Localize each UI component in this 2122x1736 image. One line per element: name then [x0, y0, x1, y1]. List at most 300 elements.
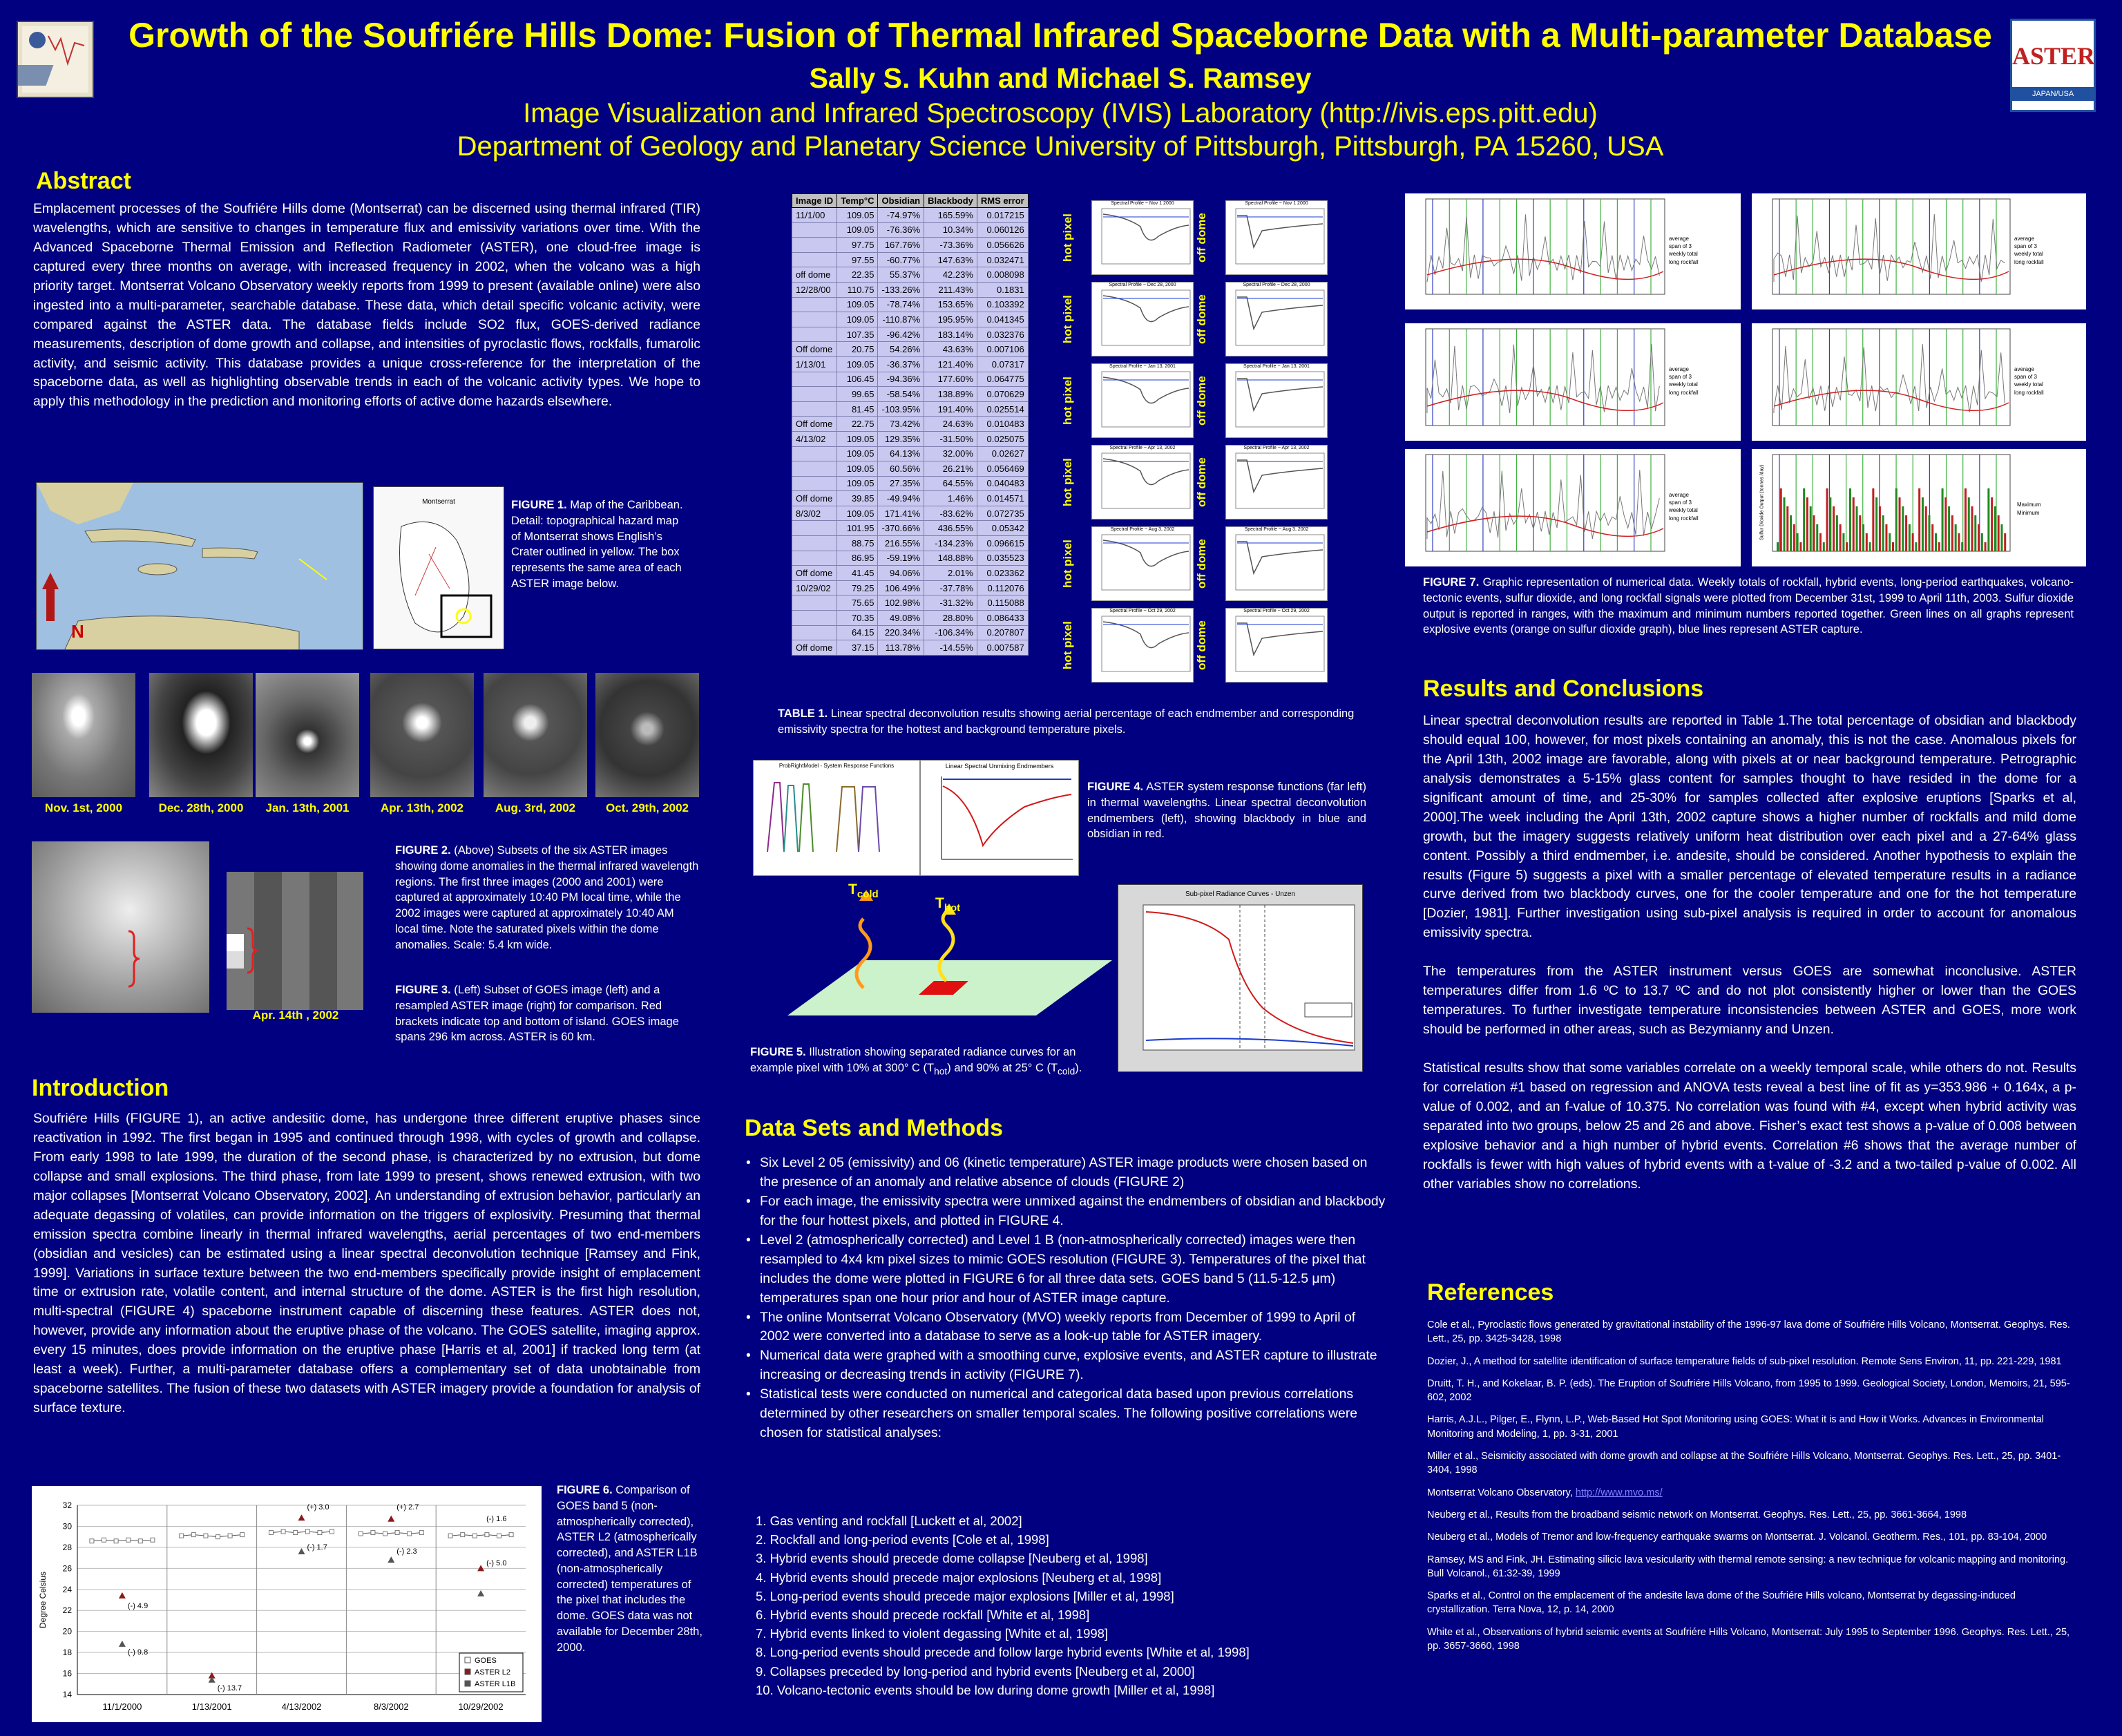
- fig7-legend: average span of 3 weekly total long rockfall: [1669, 492, 1699, 522]
- table1-cell: 109.05: [837, 312, 878, 327]
- chart-annotation: (-) 4.9: [127, 1602, 149, 1611]
- table1-cell: 43.63%: [924, 342, 977, 357]
- table1-row: [792, 506, 1029, 521]
- aster-l1b-point: [119, 1641, 126, 1647]
- table1-grid: [792, 193, 1029, 656]
- table1-cell: [792, 536, 837, 551]
- methods-bullet: • The online Montserrat Volcano Observatory (MVO) weekly reports from December of 1999 to April of 2002 were converted into a database to serve as a look-up table for ASTER imagery.: [746, 1308, 1386, 1347]
- table1-cell: Off dome: [792, 640, 837, 656]
- table1-cell: 106.49%: [878, 580, 924, 595]
- table1-cell: 0.096615: [977, 536, 1028, 551]
- goes-point: [371, 1531, 375, 1535]
- table1-cell: 0.1831: [977, 282, 1028, 297]
- correlation-item: 1. Gas venting and rockfall [Luckett et al, 2002]: [756, 1514, 1022, 1528]
- table1-cell: 109.05: [837, 222, 878, 238]
- reference-list: [1427, 1318, 2076, 1661]
- chart-annotation: (+) 2.7: [396, 1503, 419, 1512]
- ivis-logo: [17, 21, 94, 98]
- y-tick-label: 14: [62, 1690, 72, 1699]
- aster-image-date-2: Dec. 28th, 2000: [158, 801, 244, 814]
- fig7-caption: FIGURE 7. Graphic representation of numerical data. Weekly totals of rockfall, hybrid events, long-period earthquakes, volcano-tectonic events, sulfur dioxide, and long rockfall signals were plotted from December 31st, 1999 to April 11th, 2003. Sulfur dioxide output is reported in ranges, with the maximum and minimum numbers reported together. Green lines on all graphs represent explosive events (orange on sulfur dioxide graph), blue lines represent ASTER capture.: [1423, 576, 2074, 636]
- off-dome-spectrum: Spectral Profile ~ Nov 1 2000: [1225, 200, 1328, 275]
- table1-cell: 88.75: [837, 536, 878, 551]
- goes-point: [497, 1534, 501, 1538]
- goes-point: [90, 1539, 94, 1543]
- table1-cell: [792, 297, 837, 312]
- hot-pixel-spectrum: Spectral Profile ~ Nov 1 2000: [1091, 200, 1194, 275]
- table1-cell: Off dome: [792, 342, 837, 357]
- table1-row: [792, 640, 1029, 656]
- goes-series-line: [271, 1532, 332, 1533]
- goes-point: [485, 1533, 489, 1537]
- so2-ylabel: Sulfur Dioxide Output (tonnes /day): [1759, 464, 1765, 541]
- table1-row: [792, 461, 1029, 477]
- goes-point: [126, 1538, 131, 1542]
- table1-row: [792, 312, 1029, 327]
- table1-row: [792, 252, 1029, 267]
- fig3-caption: FIGURE 3. (Left) Subset of GOES image (left) and a resampled ASTER image (right) for comparison. Red brackets indicate top and bottom of island. GOES image spans 296 km across. ASTER is 60 km.: [395, 984, 679, 1044]
- table1-cell: -103.95%: [878, 401, 924, 417]
- hot-pixel-spectrum: Spectral Profile ~ Aug 3, 2002: [1091, 526, 1194, 601]
- table1-cell: 22.75: [837, 417, 878, 432]
- table1-cell: -31.50%: [924, 431, 977, 446]
- table1-cell: [792, 387, 837, 402]
- fig6-caption: FIGURE 6. Comparison of GOES band 5 (non-atmospherically corrected), ASTER L2 (atmospherically corrected), and ASTER L1B (non-atmospherically corrected) temperatures of the pixel that includes the dome. GOES data was not available for December 28th, 2000.: [557, 1484, 702, 1654]
- goes-point: [448, 1534, 452, 1538]
- goes-point: [461, 1533, 465, 1537]
- aster-image-date-6: Oct. 29th, 2002: [605, 801, 689, 814]
- table1-cell: 0.007106: [977, 342, 1028, 357]
- reference-item: Druitt, T. H., and Kokelaar, B. P. (eds). The Eruption of Soufriére Hills Volcano, from 1995 to 1999. Geological Society, London, Memoirs, 21, 595-602, 2002: [1427, 1377, 2070, 1404]
- aster-logo: ASTER JAPAN/USA: [2010, 19, 2096, 112]
- hot-pixel-spectrum: Spectral Profile ~ Dec 28, 2000: [1091, 282, 1194, 356]
- goes-point: [509, 1533, 513, 1537]
- hot-pixel-label: hot pixel: [1061, 540, 1074, 588]
- goes-point: [151, 1538, 155, 1542]
- table1-cell: 0.064775: [977, 372, 1028, 387]
- y-tick-label: 20: [62, 1626, 72, 1637]
- table1-cell: 148.88%: [924, 551, 977, 566]
- table1-cell: 64.55%: [924, 476, 977, 491]
- off-dome-spectrum: Spectral Profile ~ Aug 3, 2002: [1225, 526, 1328, 601]
- goes-point: [216, 1535, 220, 1539]
- abstract-text: Emplacement processes of the Soufriére Hills dome (Montserrat) can be discerned using thermal infrared (TIR) wavelengths, which are sensitive to changes in temperature flux and emissivity variations over time. With the Advanced Spaceborne Thermal Emission and Reflection Radiometer (ASTER), one cloud-free image is captured every three months on average, with increased frequency in 2002, when the volcano was a high priority target. Montserrat Volcano Observatory weekly reports from 1999 to present (available online) were also ingested into a multi-parameter, searchable database. These data, which detail specific volcanic activity, were compared against the ASTER data. The database fields include SO2 flux, GOES-derived radiance measurements, description of dome growth and collapse, and intensities of pyroclastic flows, rockfalls, fumarolic activity, and seismic activity. This database provides a unique cross-reference for the interpretation of the spaceborne data, as well as highlighting observable trends in each of the volcanic activity types. We hope to apply this methodology in the prediction and monitoring efforts of active dome hazards elsewhere.: [33, 201, 700, 410]
- table1-row: [792, 208, 1029, 223]
- table1-cell: 79.25: [837, 580, 878, 595]
- table1-cell: 109.05: [837, 506, 878, 521]
- table1-cell: 0.017215: [977, 208, 1028, 223]
- aster-l1b-point: [477, 1590, 484, 1596]
- goes-series-line: [182, 1535, 242, 1537]
- fig7-graph-1: [1405, 193, 1741, 309]
- table1-cell: 216.55%: [878, 536, 924, 551]
- table1-cell: 153.65%: [924, 297, 977, 312]
- x-tick-label: 8/3/2002: [373, 1701, 409, 1712]
- table1-row: [792, 476, 1029, 491]
- table1-cell: 147.63%: [924, 252, 977, 267]
- table1-cell: [792, 461, 837, 477]
- goes-point: [359, 1532, 363, 1536]
- reference-item: Cole et al., Pyroclastic flows generated by gravitational instability of the 1996-97 lava dome of Soufriére Hills Volcano, Montserrat. Geophys. Res. Lett., 25, pp. 3425-3428, 1998: [1427, 1319, 2070, 1345]
- table1-cell: 109.05: [837, 476, 878, 491]
- hot-pixel-label: hot pixel: [1061, 295, 1074, 343]
- table1-cell: 195.95%: [924, 312, 977, 327]
- table1-cell: 75.65: [837, 595, 878, 611]
- goes-point: [383, 1532, 388, 1536]
- table1-cell: 0.086433: [977, 611, 1028, 626]
- table1-cell: 109.05: [837, 446, 878, 461]
- mvo-link[interactable]: http://www.mvo.ms/: [1575, 1487, 1663, 1498]
- table1-cell: -94.36%: [878, 372, 924, 387]
- methods-bullets: [746, 1154, 1386, 1443]
- results-heading: Results and Conclusions: [1423, 676, 1704, 702]
- goes-point: [228, 1534, 232, 1538]
- table1-cell: 0.056469: [977, 461, 1028, 477]
- goes-point: [281, 1529, 285, 1534]
- goes-point: [102, 1538, 106, 1542]
- table1-cell: 81.45: [837, 401, 878, 417]
- hot-pixel-label: hot pixel: [1061, 621, 1074, 669]
- off-dome-spectrum: Spectral Profile ~ Apr 13, 2002: [1225, 445, 1328, 519]
- aster-image-date-5: Aug. 3rd, 2002: [495, 801, 576, 814]
- methods-bullet: • Statistical tests were conducted on numerical and categorical data based upon previous correlations determined by other researchers on smaller temporal scales. The following positive correlations were chosen for statistical analyses:: [746, 1385, 1386, 1443]
- introduction-heading: Introduction: [32, 1075, 169, 1101]
- table1-cell: 39.85: [837, 491, 878, 506]
- table1-cell: 20.75: [837, 342, 878, 357]
- chart-annotation: (-) 9.8: [127, 1648, 149, 1657]
- goes-point: [180, 1534, 184, 1538]
- table1-cell: 138.89%: [924, 387, 977, 402]
- reference-item: Neuberg et al., Models of Tremor and low-frequency earthquake swarms on Montserrat. J. Volcanol. Geotherm. Res., 101, pp. 83-104, 2000: [1427, 1532, 2047, 1543]
- chart-annotation: (-) 1.7: [307, 1543, 327, 1552]
- chart-annotation: (-) 2.3: [396, 1547, 417, 1556]
- table1-cell: 54.26%: [878, 342, 924, 357]
- table1-cell: 1.46%: [924, 491, 977, 506]
- table1-cell: 99.65: [837, 387, 878, 402]
- table1-cell: -14.55%: [924, 640, 977, 656]
- aster-image-1: [32, 673, 135, 797]
- table1-cell: 0.032471: [977, 252, 1028, 267]
- table1-cell: 94.06%: [878, 566, 924, 581]
- x-tick-label: 4/13/2002: [281, 1701, 322, 1712]
- correlation-item: 6. Hybrid events should precede rockfall [White et al, 1998]: [756, 1607, 1090, 1622]
- goes-point: [204, 1534, 208, 1538]
- fig7-graph-3: [1405, 323, 1741, 441]
- table1-cell: -58.54%: [878, 387, 924, 402]
- fig6-svg: [32, 1486, 542, 1722]
- table1-cell: -110.87%: [878, 312, 924, 327]
- hot-pixel-spectrum: Spectral Profile ~ Jan 13, 2001: [1091, 363, 1194, 438]
- table1-row: [792, 222, 1029, 238]
- table1-cell: 64.15: [837, 625, 878, 640]
- table1-cell: 0.014571: [977, 491, 1028, 506]
- table1-cell: [792, 252, 837, 267]
- table1-cell: [792, 238, 837, 253]
- table1-cell: 0.023362: [977, 566, 1028, 581]
- caribbean-map: N: [36, 482, 363, 650]
- hot-pixel-label: hot pixel: [1061, 376, 1074, 425]
- table1-cell: 109.05: [837, 208, 878, 223]
- table1-row: [792, 327, 1029, 342]
- table1-header: Blackbody: [924, 194, 977, 208]
- table1-cell: 102.98%: [878, 595, 924, 611]
- table1-cell: 11/1/00: [792, 208, 837, 223]
- aster-image-3: [256, 673, 359, 797]
- response-functions-chart: ProbRightModel - System Response Functions: [753, 760, 920, 876]
- fig7-graph-4: [1752, 323, 2086, 441]
- table1-row: [792, 431, 1029, 446]
- table1-row: [792, 491, 1029, 506]
- goes-point: [408, 1532, 412, 1536]
- methods-bullet: • Numerical data were graphed with a smoothing curve, explosive events, and ASTER capture to illustrate increasing or decreasing trends in activity (FIGURE 7).: [746, 1346, 1386, 1385]
- fig6-chart: [32, 1486, 542, 1722]
- table1-cell: 24.63%: [924, 417, 977, 432]
- table1-cell: 86.95: [837, 551, 878, 566]
- table1-row: [792, 297, 1029, 312]
- hot-pixel-spectrum: Spectral Profile ~ Apr 13, 2002: [1091, 445, 1194, 519]
- reference-item: Miller et al., Seismicity associated with dome growth and collapse at the Soufriére Hills Volcano, Montserrat. Geophys. Res. Lett., 25, pp. 3401-3404, 1998: [1427, 1451, 2061, 1476]
- table1-cell: -36.37%: [878, 356, 924, 372]
- table1-cell: 73.42%: [878, 417, 924, 432]
- fig7-legend: average span of 3 weekly total long rockfall: [1669, 366, 1699, 396]
- y-tick-label: 16: [62, 1668, 72, 1679]
- table1-cell: 22.35: [837, 267, 878, 283]
- goes-point: [269, 1531, 274, 1535]
- table1-cell: 0.010483: [977, 417, 1028, 432]
- off-dome-label: off dome: [1195, 294, 1208, 344]
- table1-cell: 0.115088: [977, 595, 1028, 611]
- correlation-list: [756, 1511, 1384, 1699]
- table1-row: [792, 372, 1029, 387]
- so2-legend: Maximum Minimum: [2017, 502, 2041, 516]
- fig1-caption: FIGURE 1. Map of the Caribbean. Detail: topographical hazard map of Montserrat shows English’s Crater outlined in yellow. The box represents the same area of each ASTER image below.: [511, 499, 683, 590]
- table1-cell: [792, 401, 837, 417]
- resampled-aster-image: [227, 872, 363, 1010]
- table1-cell: [792, 327, 837, 342]
- table1-cell: 220.34%: [878, 625, 924, 640]
- table1-cell: 0.032376: [977, 327, 1028, 342]
- table1-cell: 177.60%: [924, 372, 977, 387]
- table1-cell: 8/3/02: [792, 506, 837, 521]
- y-tick-label: 22: [62, 1605, 72, 1616]
- table1-row: [792, 566, 1029, 581]
- table1-cell: 60.56%: [878, 461, 924, 477]
- table1-cell: 0.041345: [977, 312, 1028, 327]
- table1-cell: 12/28/00: [792, 282, 837, 297]
- aster-image-4: [370, 673, 474, 797]
- table1-row: [792, 446, 1029, 461]
- table1-cell: 0.070629: [977, 387, 1028, 402]
- off-dome-spectrum: Spectral Profile ~ Dec 28, 2000: [1225, 282, 1328, 356]
- correlation-item: 3. Hybrid events should precede dome collapse [Neuberg et al, 1998]: [756, 1551, 1148, 1566]
- legend-entry: GOES: [475, 1657, 497, 1665]
- table1-header: RMS error: [977, 194, 1028, 208]
- aster-image-date-1: Nov. 1st, 2000: [44, 801, 123, 814]
- table1-cell: 28.80%: [924, 611, 977, 626]
- off-dome-label: off dome: [1195, 539, 1208, 589]
- goes-point: [318, 1531, 322, 1535]
- table1-row: [792, 342, 1029, 357]
- table1-cell: 1/13/01: [792, 356, 837, 372]
- table1-header: Image ID: [792, 194, 837, 208]
- table1-cell: -49.94%: [878, 491, 924, 506]
- table1-cell: 70.35: [837, 611, 878, 626]
- table1-cell: 167.76%: [878, 238, 924, 253]
- table1-caption: TABLE 1. Linear spectral deconvolution results showing aerial percentage of each endmember and corresponding emissivity spectra for the hottest and background temperature pixels.: [778, 707, 1355, 736]
- endmembers-chart: Linear Spectral Unmixing Endmembers: [920, 760, 1079, 876]
- hot-pixel-label: hot pixel: [1061, 213, 1074, 262]
- methods-bullet: • Six Level 2 05 (emissivity) and 06 (kinetic temperature) ASTER image products were chosen based on the presence of an anomaly and relative absence of clouds (FIGURE 2): [746, 1154, 1386, 1192]
- table1-cell: 107.35: [837, 327, 878, 342]
- table1-row: [792, 401, 1029, 417]
- off-dome-label: off dome: [1195, 376, 1208, 426]
- table1-cell: 0.025075: [977, 431, 1028, 446]
- table1-cell: -74.97%: [878, 208, 924, 223]
- y-tick-label: 30: [62, 1521, 72, 1532]
- goes-point: [240, 1533, 245, 1537]
- table1-cell: 191.40%: [924, 401, 977, 417]
- goes-point: [294, 1531, 298, 1535]
- table1-cell: 109.05: [837, 356, 878, 372]
- goes-point: [419, 1531, 423, 1535]
- off-dome-label: off dome: [1195, 457, 1208, 507]
- table1-cell: Off dome: [792, 491, 837, 506]
- goes-point: [138, 1539, 142, 1543]
- table1-cell: 211.43%: [924, 282, 977, 297]
- table1-cell: 26.21%: [924, 461, 977, 477]
- table1-cell: -106.34%: [924, 625, 977, 640]
- table1-cell: 0.207807: [977, 625, 1028, 640]
- off-dome-label: off dome: [1195, 620, 1208, 670]
- aster-l2-point: [477, 1565, 484, 1571]
- reference-item: Ramsey, MS and Fink, JH. Estimating silicic lava vesicularity with thermal remote sensing: a new technique for volcanic mapping and monitoring. Bull Volcanol., 61:32-39, 1999: [1427, 1554, 2069, 1579]
- table1-cell: -59.19%: [878, 551, 924, 566]
- chart-annotation: (+) 3.0: [307, 1503, 329, 1512]
- table1-cell: 129.35%: [878, 431, 924, 446]
- table1-cell: 171.41%: [878, 506, 924, 521]
- hot-pixel-spectrum: Spectral Profile ~ Oct 29, 2002: [1091, 608, 1194, 683]
- chart-annotation: (-) 5.0: [486, 1558, 507, 1567]
- fig7-graph-2: [1752, 193, 2086, 309]
- y-axis-label: Degree Celsius: [38, 1571, 48, 1629]
- table1-cell: 183.14%: [924, 327, 977, 342]
- table1-cell: 0.072735: [977, 506, 1028, 521]
- fig2-caption: FIGURE 2. (Above) Subsets of the six ASTER images showing dome anomalies in the thermal infrared wavelength regions. The first three images (2000 and 2001) were captured at approximately 10:40 PM local time, while the 2002 images were captured at approximately 10:40 AM local time. Note the saturated pixels within the dome anomalies. Scale: 5.4 km wide.: [395, 844, 699, 951]
- table1-cell: 32.00%: [924, 446, 977, 461]
- results-text: Linear spectral deconvolution results are reported in Table 1.The total percentage of obsidian and blackbody should equal 100, however, for most pixels containing an anomaly, this is not the case. Anomalous pixels for the April 13th, 2002 image are favorable, along with pixels at or near background temperature. Petrographic analysis demonstrates a 5-15% glass content for samples thought to have resided in the dome for a significant amount of time, and 25-30% for samples collected after explosive eruptions [Sparks et al, 2000].The week including the April 13th, 2002 capture shows a higher number of rockfalls and mild dome growth, but the imagery suggests relatively uniform heat distribution over each pixel and a 27-64% glass content. Possibly a third endmember, i.e. andesite, should be considered. Another hypothesis to explain the results (Figure 5) suggests a pixel with a smaller percentage of elevated temperature results in a radiance curve derived from two blackbody curves, one for the cooler temperature and one for the hot temperature [Dozier, 1981]. Further investigation using sub-pixel analysis is required in order to account for anomalous emissivity spectra. The temperatures from the ASTER instrument versus GOES are somewhat inconclusive. ASTER temperatures differ from 1.6 ºC to 13.7 ºC and do not plot consistently higher or lower than the GOES temperatures. To further investigate temperature inconsistencies between ASTER and GOES, more work should be performed in other areas, such as Bezymianny and Unzen. Statistical results show that some variables correlate on a weekly temporal scale, while others do not. Results for correlation #1 based on regression and ANOVA tests reveal a best line of fit as y=353.986 + 0.164x, a p-value of 0.002, and an f-value of 10.375. No correlation was found with #4, except when hybrid activity was separated into two groups, below 25 and 26 and above. Fisher’s exact test shows a p-value of 0.008 between explosive behavior and a high number of hybrid events. Correlation #6 shows that the average number of rockfalls is fewer with high values of hybrid events with a t-value of -3.2 and a two-tailed p-value of 0.002. All other variables show no correlations.: [1423, 713, 2076, 1192]
- table1-row: [792, 387, 1029, 402]
- correlation-item: 9. Collapses preceded by long-period and hybrid events [Neuberg et al, 2000]: [756, 1663, 1195, 1679]
- x-tick-label: 1/13/2001: [191, 1701, 232, 1712]
- fig5-illustration: [787, 881, 1119, 1036]
- table1-cell: -78.74%: [878, 297, 924, 312]
- table1-row: [792, 238, 1029, 253]
- correlation-item: 8. Long-period events should precede and follow large hybrid events [White et al, 1998]: [756, 1645, 1250, 1660]
- table1-cell: -76.36%: [878, 222, 924, 238]
- off-dome-spectrum: Spectral Profile ~ Jan 13, 2001: [1225, 363, 1328, 438]
- table1-cell: 0.040483: [977, 476, 1028, 491]
- aster-image-date-3: Jan. 13th, 2001: [265, 801, 350, 814]
- aster-image-2: [149, 673, 253, 797]
- montserrat-inset-map: Montserrat: [373, 486, 504, 649]
- legend-entry: ASTER L1B: [475, 1680, 516, 1688]
- reference-item: Harris, A.J.L., Pilger, E., Flynn, L.P., Web-Based Hot Spot Monitoring using GOES: What it is and How it Works. Advances in Environmental Monitoring and Modeling, 1, pp. 3-31, 2001: [1427, 1414, 2044, 1440]
- table1-cell: 49.08%: [878, 611, 924, 626]
- table1-cell: [792, 595, 837, 611]
- fig7-legend: average span of 3 weekly total long rockfall: [2014, 366, 2044, 396]
- correlation-item: 4. Hybrid events should precede major explosions [Neuberg et al, 1998]: [756, 1570, 1162, 1585]
- table1-header: Obsidian: [878, 194, 924, 208]
- table1-row: [792, 417, 1029, 432]
- introduction-text: Soufriére Hills (FIGURE 1), an active andesitic dome, has undergone three different eruptive phases since reactivation in 1992. The first began in 1995 and continued through 1998, with cycles of growth and collapse. From early 1998 to late 1999, the duration of the second phase, is characterized by no extrusion, but dome collapse and small explosions. The third phase, from late 1999 to present, shows renewed extrusion, with two major collapses [Montserrat Volcano Observatory, 2002]. An understanding of extrusion behavior, particularly an adequate degassing of volatiles, can provide information on the triggers of explosivity. Presuming that thermal emission spectra combine linearly in thermal infrared wavelengths, aerial percentages of two end-members (obsidian and vesicles) can be estimated using a linear spectral deconvolution technique [Ramsey and Fink, 1999]. Variations in surface texture between the two end-members specifically provide insight of emplacement time or extrusion rate, volatile content, and internal structure of the dome. ASTER is the first high resolution, multi-spectral (FIGURE 4) spaceborne instrument capable of discerning these features. ASTER does not, however, provide any information about the eruptive phase of the volcano. The GOES satellite, imaging approx. every 15 minutes, does provide information on the eruptive phase [Harris et al, 2001] if tracked long term (at least a week). Further, a multi-parameter database offers a complementary set of data unobtainable from spaceborne satellites. The fusion of these two datasets with ASTER imagery provide a foundation for analysis of surface texture.: [33, 1111, 700, 1416]
- table1-cell: 42.23%: [924, 267, 977, 283]
- table1-cell: -60.77%: [878, 252, 924, 267]
- table1-cell: -96.42%: [878, 327, 924, 342]
- table1-cell: -31.32%: [924, 595, 977, 611]
- methods-bullet: • Level 2 (atmospherically corrected) and Level 1 B (non-atmospherically corrected) images were then resampled to 4x4 km pixel sizes to mimic GOES resolution (FIGURE 3). Temperatures of the pixel that includes the dome were plotted in FIGURE 6 for all three data sets. GOES band 5 (11.5-12.5 μm) temperatures span one hour prior and hour of ASTER image capture.: [746, 1231, 1386, 1308]
- table1-cell: [792, 611, 837, 626]
- table1-cell: -83.62%: [924, 506, 977, 521]
- table1-cell: [792, 476, 837, 491]
- table1-cell: 41.45: [837, 566, 878, 581]
- table1-row: [792, 536, 1029, 551]
- x-tick-label: 10/29/2002: [458, 1701, 504, 1712]
- aster-l2-point: [388, 1516, 394, 1522]
- table1-row: [792, 282, 1029, 297]
- reference-item: White et al., Observations of hybrid seismic events at Soufriére Hills Volcano, Montserrat: July 1995 to September 1996. Geophys. Res. Lett., 25, pp. 3657-3660, 1998: [1427, 1626, 2070, 1652]
- table1-cell: 0.103392: [977, 297, 1028, 312]
- reference-item: Montserrat Volcano Observatory, http://www.mvo.ms/: [1427, 1487, 1663, 1498]
- goes-series-line: [92, 1540, 153, 1541]
- table1-cell: [792, 372, 837, 387]
- table1-row: [792, 267, 1029, 283]
- table1-cell: 2.01%: [924, 566, 977, 581]
- table1-cell: 106.45: [837, 372, 878, 387]
- aster-l1b-point: [388, 1556, 394, 1563]
- table1-cell: 113.78%: [878, 640, 924, 656]
- correlation-item: 7. Hybrid events linked to violent degassing [White et al, 1998]: [756, 1626, 1109, 1641]
- table1-cell: [792, 446, 837, 461]
- y-tick-label: 28: [62, 1542, 72, 1552]
- table1-cell: 110.75: [837, 282, 878, 297]
- table1-row: [792, 521, 1029, 536]
- methods-heading: Data Sets and Methods: [745, 1115, 1004, 1141]
- t-cold-label: $T_{cold}$: [848, 881, 879, 901]
- hot-pixel-label: hot pixel: [1061, 458, 1074, 506]
- table1-cell: 109.05: [837, 431, 878, 446]
- authors: Sally S. Kuhn and Michael S. Ramsey: [809, 62, 1312, 94]
- fig7-legend: average span of 3 weekly total long rockfall: [2014, 236, 2044, 265]
- table1-cell: 0.02627: [977, 446, 1028, 461]
- legend-entry: ASTER L2: [475, 1668, 510, 1677]
- chart-annotation: (-) 1.6: [486, 1514, 507, 1523]
- correlation-item: 2. Rockfall and long-period events [Cole et al, 1998]: [756, 1532, 1049, 1547]
- t-hot-label: $T_{hot}$: [935, 895, 961, 915]
- fig5-caption: FIGURE 5. Illustration showing separated radiance curves for an example pixel with 10% at 300° C $(T_{hot})$ and 90% at 25° C $(T_{cold})$.: [750, 1046, 1082, 1077]
- fig7-graph-6: [1752, 449, 2086, 566]
- table1-cell: 10/29/02: [792, 580, 837, 595]
- table1-cell: [792, 551, 837, 566]
- table1-cell: 101.95: [837, 521, 878, 536]
- lab-line: Image Visualization and Infrared Spectroscopy (IVIS) Laboratory (http://ivis.eps.pitt.edu): [523, 98, 1598, 128]
- off-dome-label: off dome: [1195, 213, 1208, 263]
- table1-cell: 121.40%: [924, 356, 977, 372]
- table1-cell: 0.060126: [977, 222, 1028, 238]
- table1-cell: 4/13/02: [792, 431, 837, 446]
- table1-cell: 436.55%: [924, 521, 977, 536]
- table1-cell: 0.112076: [977, 580, 1028, 595]
- table1-cell: 0.056626: [977, 238, 1028, 253]
